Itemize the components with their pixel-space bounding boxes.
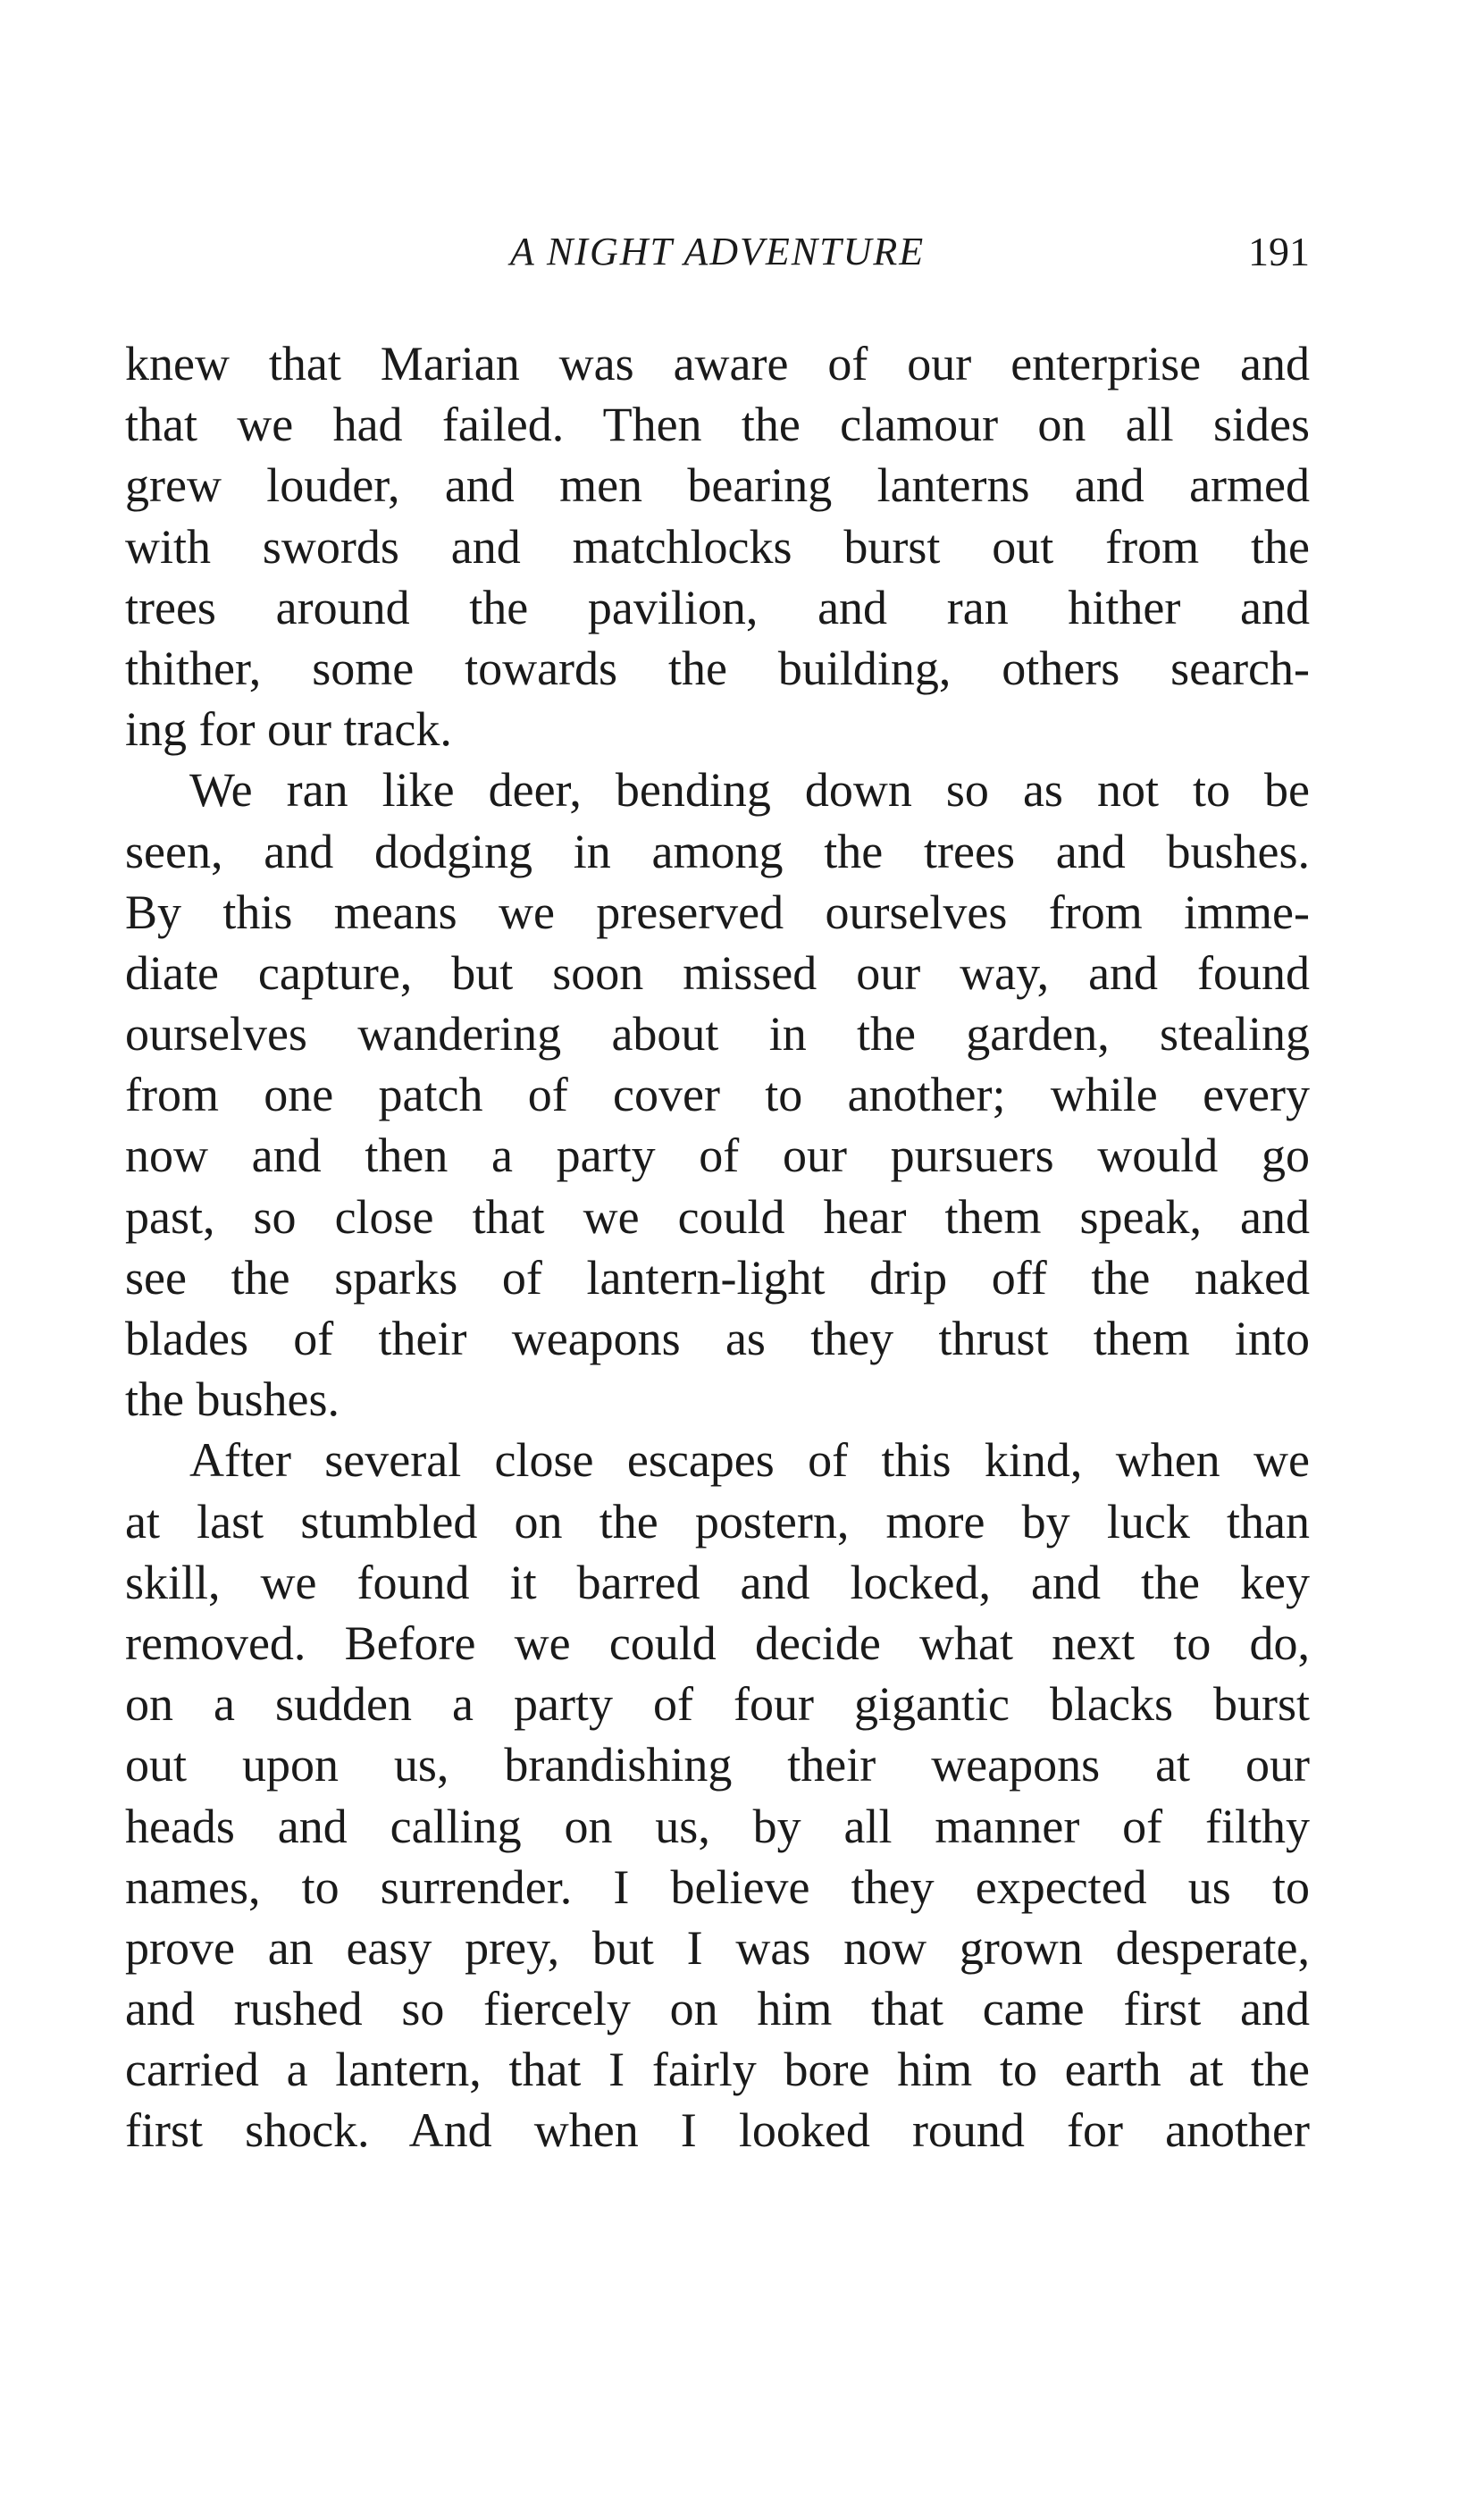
text-line: prove an easy prey, but I was now grown desperate, (125, 1920, 1310, 1975)
text-line: skill, we found it barred and locked, and the key (125, 1555, 1310, 1609)
body-text (125, 333, 1310, 2161)
text-line: past, so close that we could hear them speak, and (125, 1189, 1310, 1244)
text-line: removed. Before we could decide what next to do, (125, 1616, 1310, 1670)
text-line: the bushes. (125, 1372, 340, 1427)
text-line: carried a lantern, that I fairly bore him to earth at the (125, 2043, 1310, 2097)
paragraph (125, 1430, 1310, 2161)
text-line: trees around the pavilion, and ran hither and (125, 580, 1310, 634)
text-line: now and then a party of our pursuers would go (125, 1129, 1310, 1183)
page-number: 191 (1248, 229, 1310, 274)
text-line: grew louder, and men bearing lanterns and armed (125, 458, 1310, 513)
text-line: names, to surrender. I believe they expected us to (125, 1859, 1310, 1914)
text-line: thither, some towards the building, others search- (125, 641, 1310, 695)
running-head (125, 225, 1310, 279)
text-line: and rushed so fiercely on him that came first and (125, 1982, 1310, 2036)
text-line: out upon us, brandishing their weapons at our (125, 1738, 1310, 1792)
text-line: see the sparks of lantern-light drip off the naked (125, 1250, 1310, 1305)
chapter-title: A NIGHT ADVENTURE (509, 230, 926, 273)
text-line: knew that Marian was aware of our enterprise and (125, 337, 1310, 390)
text-line: that we had failed. Then the clamour on all sides (125, 398, 1310, 452)
text-line: at last stumbled on the postern, more by luck than (125, 1494, 1310, 1548)
text-line: ourselves wandering about in the garden, stealing (125, 1007, 1310, 1062)
text-line: heads and calling on us, by all manner of filthy (125, 1799, 1310, 1853)
text-line: By this means we preserved ourselves from imme- (125, 885, 1310, 939)
text-line: ing for our track. (125, 702, 452, 757)
text-line: first shock. And when I looked round for another (125, 2103, 1310, 2158)
text-line: with swords and matchlocks burst out from the (125, 519, 1310, 574)
text-line: After several close escapes of this kind, when we (189, 1433, 1310, 1488)
paragraph (125, 760, 1310, 1430)
text-line: from one patch of cover to another; while every (125, 1068, 1310, 1122)
text-line: on a sudden a party of four gigantic blacks burst (125, 1677, 1310, 1732)
text-line: seen, and dodging in among the trees and bushes. (125, 824, 1310, 878)
text-line: diate capture, but soon missed our way, and found (125, 945, 1310, 1000)
text-line: We ran like deer, bending down so as not to be (189, 763, 1310, 818)
paragraph (125, 333, 1310, 760)
text-line: blades of their weapons as they thrust them into (125, 1312, 1310, 1365)
